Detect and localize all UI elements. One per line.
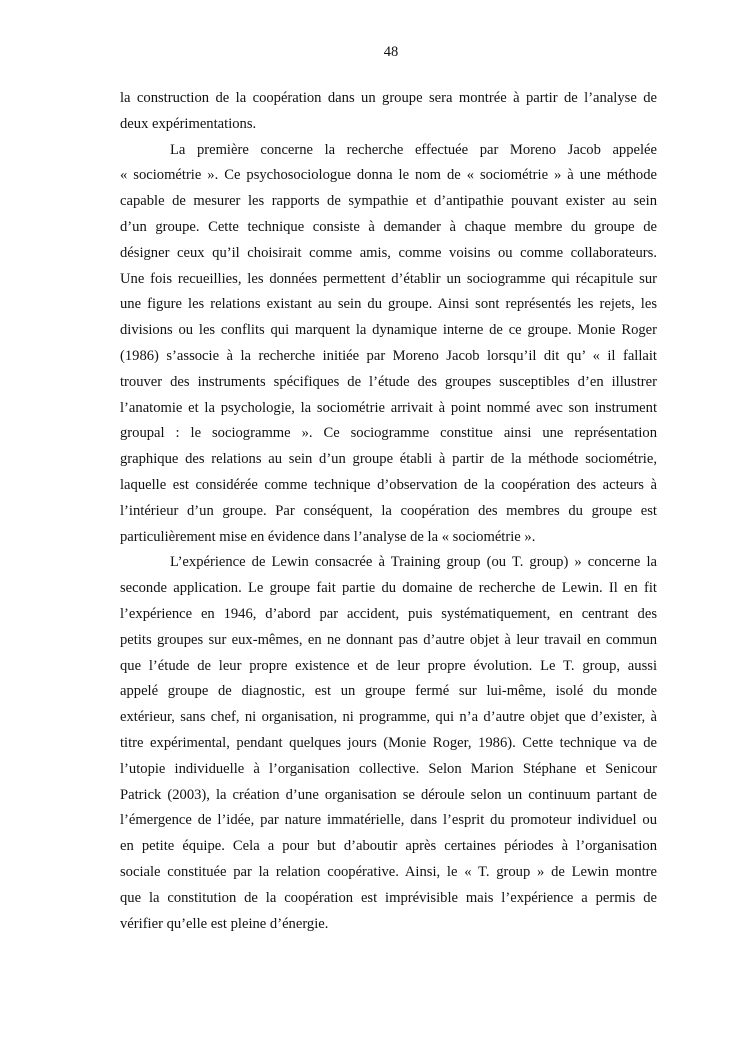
text-line: laquelle est considérée comme technique d’observation de la coopération des acteurs à xyxy=(120,476,657,493)
text-line: divisions ou les conflits qui marquent la dynamique interne de ce groupe. Monie Roger xyxy=(120,322,657,339)
paragraph xyxy=(120,86,657,138)
text-line: l’expérience en 1946, d’abord par accident, puis systématiquement, en centrant des xyxy=(120,605,657,622)
text-line: l’émergence de l’idée, par nature immatérielle, dans l’esprit du promoteur individuel ou xyxy=(120,812,657,829)
text-line: Une fois recueillies, les données permettent d’établir un sociogramme qui récapitule sur xyxy=(120,270,657,287)
text-line: (1986) s’associe à la recherche initiée par Moreno Jacob lorsqu’il dit qu’ « il fallait xyxy=(120,347,657,364)
text-line: appelé groupe de diagnostic, est un groupe fermé sur lui-même, isolé du monde xyxy=(120,683,657,700)
text-line: en petite équipe. Cela a pour but d’aboutir après certaines périodes à l’organisation xyxy=(120,838,657,855)
text-line: une figure les relations existant au sein du groupe. Ainsi sont représentés les rejets, les xyxy=(120,296,657,313)
text-line: petits groupes sur eux-mêmes, en ne donnant pas d’autre objet à leur travail en commun xyxy=(120,631,657,648)
text-line: graphique des relations au sein d’un groupe établi à partir de la méthode sociométrie, xyxy=(120,451,657,468)
text-line: seconde application. Le groupe fait partie du domaine de recherche de Lewin. Il en fit xyxy=(120,580,657,597)
text-line: d’un groupe. Cette technique consiste à demander à chaque membre du groupe de xyxy=(120,218,657,235)
text-line: que la constitution de la coopération est imprévisible mais l’expérience a permis de xyxy=(120,889,657,906)
text-line: l’intérieur d’un groupe. Par conséquent, la coopération des membres du groupe est xyxy=(120,502,657,519)
text-line: titre expérimental, pendant quelques jours (Monie Roger, 1986). Cette technique va de xyxy=(120,734,657,751)
page-number: 48 xyxy=(383,44,399,60)
text-line: capable de mesurer les rapports de sympathie et d’antipathie pouvant exister au sein xyxy=(120,193,657,210)
text-line: trouver des instruments spécifiques de l’étude des groupes susceptibles d’en illustrer xyxy=(120,373,657,390)
text-line: deux expérimentations. xyxy=(120,115,257,132)
text-line: l’anatomie et la psychologie, la sociométrie arrivait à point nommé avec son instrument xyxy=(120,399,657,416)
document-body xyxy=(120,86,657,937)
paragraph xyxy=(120,138,657,551)
text-line: vérifier qu’elle est pleine d’énergie. xyxy=(120,915,329,932)
paragraph xyxy=(120,550,657,937)
text-line: sociale constituée par la relation coopérative. Ainsi, le « T. group » de Lewin montre xyxy=(120,863,657,880)
text-line: l’utopie individuelle à l’organisation collective. Selon Marion Stéphane et Senicour xyxy=(120,760,657,777)
text-line: que l’étude de leur propre existence et de leur propre évolution. Le T. group, aussi xyxy=(120,657,657,674)
text-line: L’expérience de Lewin consacrée à Training group (ou T. group) » concerne la xyxy=(170,554,657,571)
text-line: La première concerne la recherche effectuée par Moreno Jacob appelée xyxy=(170,141,657,158)
text-line: Patrick (2003), la création d’une organisation se déroule selon un continuum partant de xyxy=(120,786,657,803)
text-line: la construction de la coopération dans un groupe sera montrée à partir de l’analyse de xyxy=(120,90,657,106)
text-line: extérieur, sans chef, ni organisation, ni programme, qui n’a d’autre objet que d’exister, à xyxy=(120,709,657,726)
text-line: « sociométrie ». Ce psychosociologue donna le nom de « sociométrie » à une méthode xyxy=(120,167,657,184)
text-line: particulièrement mise en évidence dans l’analyse de la « sociométrie ». xyxy=(120,528,536,545)
text-line: désigner ceux qu’il choisirait comme amis, comme voisins ou comme collaborateurs. xyxy=(120,244,657,261)
text-line: groupal : le sociogramme ». Ce sociogramme constitue ainsi une représentation xyxy=(120,425,657,442)
